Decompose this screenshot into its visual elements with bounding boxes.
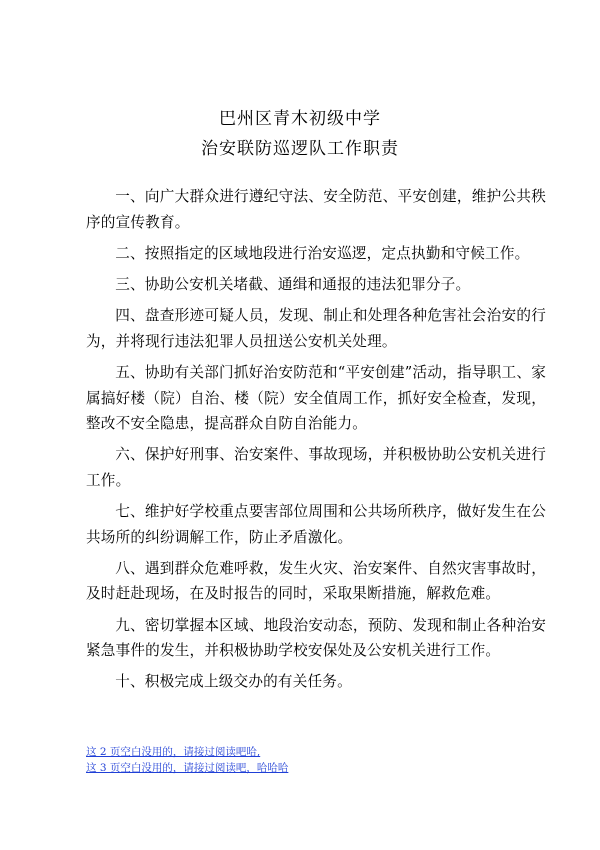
footnote-links <box>86 744 288 776</box>
duty-paragraph-8: 八、遇到群众危难呼救，发生火灾、治安案件、自然灾害事故时，及时赶赴现场，在及时报告的同时，采取果断措施，解救危难。 <box>86 559 546 603</box>
footnote-link-1[interactable]: 这 2 页空白没用的，请接过阅读吧哈, <box>86 746 261 758</box>
duty-paragraph-1: 一、向广大群众进行遵纪守法、安全防范、平安创建，维护公共秩序的宣传教育。 <box>86 188 546 231</box>
school-name-title: 巴州区青木初级中学 <box>219 109 381 129</box>
duty-paragraph-9: 九、密切掌握本区域、地段治安动态，预防、发现和制止各种治安紧急事件的发生，并积极协助学校安保处及公安机关进行工作。 <box>86 616 546 660</box>
duty-paragraph-5: 五、协助有关部门抓好治安防范和“平安创建”活动，指导职工、家属搞好楼（院）自治、楼（院）安全值周工作，抓好安全检查，发现，整改不安全隐患，提高群众自防自治能力。 <box>86 363 546 433</box>
document-title: 治安联防巡逻队工作职责 <box>201 139 399 159</box>
duty-paragraph-6: 六、保护好刑事、治安案件、事故现场，并积极协助公安机关进行工作。 <box>86 446 546 489</box>
duty-paragraph-4: 四、盘查形迹可疑人员，发现、制止和处理各种危害社会治安的行为，并将现行违法犯罪人员扭送公安机关处理。 <box>86 307 546 350</box>
duty-paragraph-10: 十、积极完成上级交办的有关任务。 <box>115 673 352 691</box>
footnote-link-2[interactable]: 这 3 页空白没用的，请接过阅读吧，哈哈哈 <box>86 762 289 774</box>
duty-paragraph-3: 三、协助公安机关堵截、通缉和通报的违法犯罪分子。 <box>115 275 471 293</box>
duty-paragraph-2: 二、按照指定的区域地段进行治安巡逻，定点执勤和守候工作。 <box>115 244 530 262</box>
duty-paragraph-7: 七、维护好学校重点要害部位周围和公共场所秩序，做好发生在公共场所的纠纷调解工作，防止矛盾激化。 <box>86 503 546 546</box>
duties-list <box>86 184 546 701</box>
